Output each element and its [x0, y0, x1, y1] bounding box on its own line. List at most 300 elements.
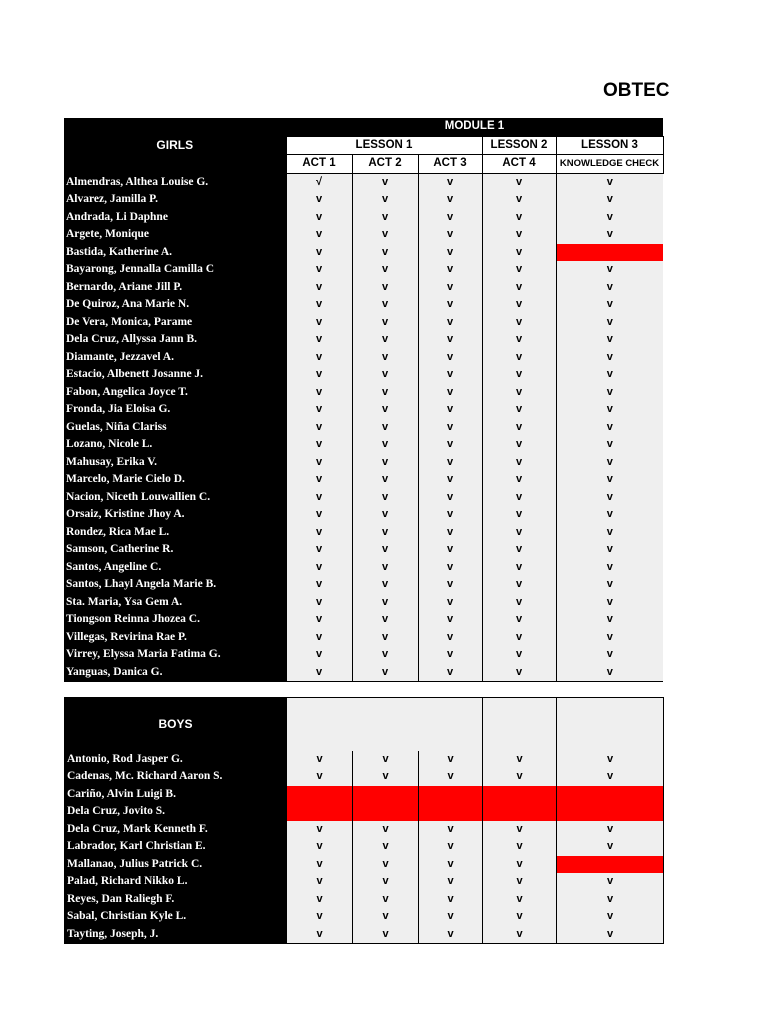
check-mark-cell: v: [419, 891, 483, 909]
table-row: [64, 296, 663, 314]
check-mark-cell: v: [556, 664, 663, 682]
check-mark-cell: v: [483, 908, 557, 926]
check-mark-cell: v: [287, 821, 353, 839]
student-name: Yanguas, Danica G.: [64, 664, 286, 682]
check-mark-cell: v: [483, 768, 557, 786]
table-row: [64, 226, 663, 244]
student-name: Fabon, Angelica Joyce T.: [64, 384, 286, 402]
boys-header-blank-row3b: [483, 733, 557, 751]
student-name: Antonio, Rod Jasper G.: [65, 751, 287, 769]
table-row: [64, 664, 663, 682]
check-mark-cell: v: [287, 926, 353, 944]
student-name: Virrey, Elyssa Maria Fatima G.: [64, 646, 286, 664]
check-mark-cell: v: [352, 261, 418, 279]
check-mark-cell: v: [482, 261, 556, 279]
check-mark-cell: v: [352, 349, 418, 367]
check-mark-cell: v: [482, 436, 556, 454]
check-mark-cell: v: [352, 209, 418, 227]
check-mark-cell: v: [482, 664, 556, 682]
check-mark-cell: v: [556, 261, 663, 279]
student-name: Mahusay, Erika V.: [64, 454, 286, 472]
table-row: [64, 576, 663, 594]
check-mark-cell: v: [352, 314, 418, 332]
lesson3-header: LESSON 3: [556, 136, 663, 155]
student-name: Villegas, Revirina Rae P.: [64, 629, 286, 647]
boys-header-blank-row3c: [557, 733, 664, 751]
check-mark-cell: v: [286, 401, 352, 419]
table-row: [64, 454, 663, 472]
check-mark-cell: v: [352, 629, 418, 647]
check-mark-cell: v: [482, 349, 556, 367]
check-mark-cell: v: [418, 541, 482, 559]
check-mark-cell: v: [352, 366, 418, 384]
student-name: De Vera, Monica, Parame: [64, 314, 286, 332]
check-mark-cell: v: [557, 908, 664, 926]
check-mark-cell: v: [286, 524, 352, 542]
boys-section-label: BOYS: [65, 698, 287, 751]
student-name: Argete, Monique: [64, 226, 286, 244]
check-mark-cell: v: [556, 611, 663, 629]
check-mark-cell: v: [353, 873, 419, 891]
check-mark-cell: v: [286, 471, 352, 489]
table-row: [64, 594, 663, 612]
missing-mark-cell: [556, 244, 663, 262]
check-mark-cell: v: [483, 751, 557, 769]
check-mark-cell: v: [352, 419, 418, 437]
check-mark-cell: v: [418, 226, 482, 244]
check-mark-cell: v: [352, 436, 418, 454]
check-mark-cell: v: [418, 471, 482, 489]
check-mark-cell: v: [556, 454, 663, 472]
check-mark-cell: v: [287, 891, 353, 909]
missing-mark-cell: [287, 803, 353, 821]
check-mark-cell: v: [352, 471, 418, 489]
boys-rows: [65, 751, 664, 944]
check-mark-cell: v: [418, 594, 482, 612]
table-row: [64, 314, 663, 332]
check-mark-cell: v: [286, 664, 352, 682]
check-mark-cell: √: [286, 173, 352, 191]
check-mark-cell: v: [482, 506, 556, 524]
lesson1-header: LESSON 1: [286, 136, 482, 155]
check-mark-cell: v: [556, 226, 663, 244]
check-mark-cell: v: [418, 244, 482, 262]
check-mark-cell: v: [287, 751, 353, 769]
table-row: [64, 401, 663, 419]
student-name: Diamante, Jezzavel A.: [64, 349, 286, 367]
boys-header-blank-lesson3: [557, 698, 664, 716]
table-row: [65, 786, 664, 804]
missing-mark-cell: [419, 786, 483, 804]
check-mark-cell: v: [352, 331, 418, 349]
check-mark-cell: v: [418, 173, 482, 191]
check-mark-cell: v: [286, 454, 352, 472]
check-mark-cell: v: [418, 559, 482, 577]
boys-header-blank-row3: [287, 733, 483, 751]
check-mark-cell: v: [482, 541, 556, 559]
student-name: Alvarez, Jamilla P.: [64, 191, 286, 209]
check-mark-cell: v: [286, 209, 352, 227]
check-mark-cell: v: [482, 191, 556, 209]
boys-header-blank-lesson2: [483, 698, 557, 716]
check-mark-cell: v: [286, 366, 352, 384]
table-row: [64, 366, 663, 384]
check-mark-cell: v: [556, 314, 663, 332]
module-header: MODULE 1: [286, 118, 663, 136]
check-mark-cell: v: [418, 209, 482, 227]
lesson2-header: LESSON 2: [482, 136, 556, 155]
check-mark-cell: v: [286, 559, 352, 577]
missing-mark-cell: [287, 786, 353, 804]
check-mark-cell: v: [556, 401, 663, 419]
student-name: Samson, Catherine R.: [64, 541, 286, 559]
table-row: [65, 891, 664, 909]
check-mark-cell: v: [352, 279, 418, 297]
check-mark-cell: v: [352, 454, 418, 472]
check-mark-cell: v: [482, 173, 556, 191]
check-mark-cell: v: [482, 524, 556, 542]
check-mark-cell: v: [286, 576, 352, 594]
check-mark-cell: v: [286, 436, 352, 454]
student-name: Mallanao, Julius Patrick C.: [65, 856, 287, 874]
check-mark-cell: v: [482, 419, 556, 437]
student-name: Bastida, Katherine A.: [64, 244, 286, 262]
table-row: [65, 873, 664, 891]
student-name: Estacio, Albenett Josanne J.: [64, 366, 286, 384]
check-mark-cell: v: [556, 296, 663, 314]
student-name: Rondez, Rica Mae L.: [64, 524, 286, 542]
check-mark-cell: v: [287, 838, 353, 856]
table-row: [64, 244, 663, 262]
check-mark-cell: v: [556, 506, 663, 524]
check-mark-cell: v: [419, 873, 483, 891]
check-mark-cell: v: [556, 349, 663, 367]
table-row: [64, 279, 663, 297]
check-mark-cell: v: [419, 908, 483, 926]
check-mark-cell: v: [418, 629, 482, 647]
check-mark-cell: v: [418, 401, 482, 419]
check-mark-cell: v: [352, 594, 418, 612]
student-name: Lozano, Nicole L.: [64, 436, 286, 454]
check-mark-cell: v: [352, 401, 418, 419]
table-row: [64, 541, 663, 559]
missing-mark-cell: [483, 786, 557, 804]
student-name: Dela Cruz, Mark Kenneth F.: [65, 821, 287, 839]
table-row: [64, 629, 663, 647]
check-mark-cell: v: [286, 384, 352, 402]
check-mark-cell: v: [353, 891, 419, 909]
check-mark-cell: v: [287, 768, 353, 786]
check-mark-cell: v: [418, 611, 482, 629]
check-mark-cell: v: [418, 261, 482, 279]
check-mark-cell: v: [556, 594, 663, 612]
check-mark-cell: v: [352, 664, 418, 682]
check-mark-cell: v: [287, 873, 353, 891]
check-mark-cell: v: [556, 384, 663, 402]
table-row: [65, 838, 664, 856]
check-mark-cell: v: [556, 279, 663, 297]
check-mark-cell: v: [557, 838, 664, 856]
check-mark-cell: v: [482, 384, 556, 402]
student-name: Reyes, Dan Raliegh F.: [65, 891, 287, 909]
student-name: Tayting, Joseph, J.: [65, 926, 287, 944]
act1-header: ACT 1: [286, 155, 352, 174]
table-row: [65, 803, 664, 821]
table-row: [64, 524, 663, 542]
check-mark-cell: v: [287, 856, 353, 874]
missing-mark-cell: [557, 856, 664, 874]
check-mark-cell: v: [286, 314, 352, 332]
check-mark-cell: v: [556, 576, 663, 594]
check-mark-cell: v: [286, 331, 352, 349]
page-title: OBTEC: [603, 80, 670, 101]
check-mark-cell: v: [482, 629, 556, 647]
check-mark-cell: v: [482, 209, 556, 227]
check-mark-cell: v: [418, 191, 482, 209]
table-row: [65, 768, 664, 786]
check-mark-cell: v: [557, 821, 664, 839]
act3-header: ACT 3: [418, 155, 482, 174]
check-mark-cell: v: [419, 768, 483, 786]
table-row: [64, 559, 663, 577]
check-mark-cell: v: [556, 541, 663, 559]
student-name: Fronda, Jia Eloisa G.: [64, 401, 286, 419]
check-mark-cell: v: [286, 191, 352, 209]
check-mark-cell: v: [353, 821, 419, 839]
check-mark-cell: v: [286, 296, 352, 314]
table-row: [64, 646, 663, 664]
table-row: [64, 419, 663, 437]
check-mark-cell: v: [482, 401, 556, 419]
check-mark-cell: v: [418, 454, 482, 472]
missing-mark-cell: [557, 786, 664, 804]
check-mark-cell: v: [286, 611, 352, 629]
check-mark-cell: v: [286, 419, 352, 437]
knowledge-check-header: KNOWLEDGE CHECK: [556, 155, 663, 174]
check-mark-cell: v: [483, 873, 557, 891]
table-row: [64, 611, 663, 629]
student-name: Nacion, Niceth Louwallien C.: [64, 489, 286, 507]
check-mark-cell: v: [556, 419, 663, 437]
table-row: [64, 191, 663, 209]
table-row: [64, 209, 663, 227]
check-mark-cell: v: [352, 489, 418, 507]
check-mark-cell: v: [418, 384, 482, 402]
check-mark-cell: v: [419, 856, 483, 874]
check-mark-cell: v: [352, 226, 418, 244]
check-mark-cell: v: [556, 191, 663, 209]
check-mark-cell: v: [418, 646, 482, 664]
check-mark-cell: v: [556, 646, 663, 664]
student-name: Marcelo, Marie Cielo D.: [64, 471, 286, 489]
check-mark-cell: v: [418, 489, 482, 507]
act4-header: ACT 4: [482, 155, 556, 174]
check-mark-cell: v: [353, 856, 419, 874]
check-mark-cell: v: [419, 821, 483, 839]
check-mark-cell: v: [557, 891, 664, 909]
check-mark-cell: v: [352, 541, 418, 559]
check-mark-cell: v: [418, 366, 482, 384]
table-row: [64, 506, 663, 524]
table-row: [64, 349, 663, 367]
student-name: Labrador, Karl Christian E.: [65, 838, 287, 856]
act2-header: ACT 2: [352, 155, 418, 174]
check-mark-cell: v: [352, 559, 418, 577]
check-mark-cell: v: [556, 366, 663, 384]
student-name: Palad, Richard Nikko L.: [65, 873, 287, 891]
student-name: Cariño, Alvin Luigi B.: [65, 786, 287, 804]
check-mark-cell: v: [286, 489, 352, 507]
table-row: [64, 261, 663, 279]
table-row: [64, 384, 663, 402]
student-name: Bayarong, Jennalla Camilla C: [64, 261, 286, 279]
student-name: Bernardo, Ariane Jill P.: [64, 279, 286, 297]
student-name: De Quiroz, Ana Marie N.: [64, 296, 286, 314]
table-row: [65, 908, 664, 926]
check-mark-cell: v: [352, 296, 418, 314]
check-mark-cell: v: [286, 226, 352, 244]
check-mark-cell: v: [482, 489, 556, 507]
student-name: Dela Cruz, Jovito S.: [65, 803, 287, 821]
missing-mark-cell: [483, 803, 557, 821]
student-name: Santos, Lhayl Angela Marie B.: [64, 576, 286, 594]
check-mark-cell: v: [483, 821, 557, 839]
boys-header-blank-row2: [287, 716, 483, 734]
boys-header-blank-lesson1: [287, 698, 483, 716]
check-mark-cell: v: [557, 751, 664, 769]
check-mark-cell: v: [419, 838, 483, 856]
missing-mark-cell: [419, 803, 483, 821]
boys-header-blank-row2b: [483, 716, 557, 734]
check-mark-cell: v: [419, 926, 483, 944]
table-row: [64, 471, 663, 489]
table-row: [64, 331, 663, 349]
check-mark-cell: v: [556, 559, 663, 577]
check-mark-cell: v: [482, 576, 556, 594]
check-mark-cell: v: [482, 244, 556, 262]
check-mark-cell: v: [483, 856, 557, 874]
check-mark-cell: v: [556, 629, 663, 647]
check-mark-cell: v: [352, 611, 418, 629]
student-name: Sta. Maria, Ysa Gem A.: [64, 594, 286, 612]
student-name: Cadenas, Mc. Richard Aaron S.: [65, 768, 287, 786]
missing-mark-cell: [353, 803, 419, 821]
check-mark-cell: v: [352, 384, 418, 402]
student-name: Dela Cruz, Allyssa Jann B.: [64, 331, 286, 349]
check-mark-cell: v: [557, 873, 664, 891]
check-mark-cell: v: [418, 296, 482, 314]
girls-section-label: GIRLS: [64, 118, 286, 173]
check-mark-cell: v: [556, 173, 663, 191]
student-name: Andrada, Li Daphne: [64, 209, 286, 227]
check-mark-cell: v: [353, 768, 419, 786]
check-mark-cell: v: [482, 559, 556, 577]
student-name: Sabal, Christian Kyle L.: [65, 908, 287, 926]
check-mark-cell: v: [353, 926, 419, 944]
missing-mark-cell: [353, 786, 419, 804]
boys-table: [64, 697, 664, 944]
check-mark-cell: v: [352, 244, 418, 262]
check-mark-cell: v: [556, 471, 663, 489]
check-mark-cell: v: [482, 226, 556, 244]
check-mark-cell: v: [483, 891, 557, 909]
student-name: Almendras, Althea Louise G.: [64, 173, 286, 191]
student-name: Orsaiz, Kristine Jhoy A.: [64, 506, 286, 524]
check-mark-cell: v: [419, 751, 483, 769]
check-mark-cell: v: [482, 611, 556, 629]
check-mark-cell: v: [556, 436, 663, 454]
check-mark-cell: v: [556, 524, 663, 542]
table-row: [64, 173, 663, 191]
check-mark-cell: v: [557, 768, 664, 786]
student-name: Tiongson Reinna Jhozea C.: [64, 611, 286, 629]
check-mark-cell: v: [482, 454, 556, 472]
check-mark-cell: v: [353, 838, 419, 856]
check-mark-cell: v: [482, 366, 556, 384]
check-mark-cell: v: [557, 926, 664, 944]
check-mark-cell: v: [286, 646, 352, 664]
check-mark-cell: v: [286, 244, 352, 262]
check-mark-cell: v: [482, 314, 556, 332]
check-mark-cell: v: [286, 541, 352, 559]
table-row: [65, 821, 664, 839]
check-mark-cell: v: [286, 629, 352, 647]
table-row: [64, 436, 663, 454]
check-mark-cell: v: [418, 331, 482, 349]
table-row: [65, 926, 664, 944]
check-mark-cell: v: [482, 331, 556, 349]
table-row: [64, 489, 663, 507]
check-mark-cell: v: [483, 926, 557, 944]
check-mark-cell: v: [418, 279, 482, 297]
check-mark-cell: v: [418, 524, 482, 542]
check-mark-cell: v: [353, 751, 419, 769]
check-mark-cell: v: [482, 279, 556, 297]
check-mark-cell: v: [556, 209, 663, 227]
check-mark-cell: v: [286, 594, 352, 612]
check-mark-cell: v: [482, 646, 556, 664]
check-mark-cell: v: [286, 279, 352, 297]
check-mark-cell: v: [352, 191, 418, 209]
check-mark-cell: v: [287, 908, 353, 926]
check-mark-cell: v: [418, 419, 482, 437]
check-mark-cell: v: [352, 524, 418, 542]
check-mark-cell: v: [286, 349, 352, 367]
check-mark-cell: v: [352, 506, 418, 524]
check-mark-cell: v: [418, 349, 482, 367]
missing-mark-cell: [557, 803, 664, 821]
check-mark-cell: v: [418, 664, 482, 682]
girls-rows: [64, 173, 663, 682]
check-mark-cell: v: [418, 576, 482, 594]
student-name: Santos, Angeline C.: [64, 559, 286, 577]
student-name: Guelas, Niña Clariss: [64, 419, 286, 437]
table-row: [65, 751, 664, 769]
check-mark-cell: v: [556, 331, 663, 349]
check-mark-cell: v: [353, 908, 419, 926]
check-mark-cell: v: [482, 296, 556, 314]
check-mark-cell: v: [352, 646, 418, 664]
check-mark-cell: v: [418, 314, 482, 332]
table-row: [65, 856, 664, 874]
check-mark-cell: v: [482, 471, 556, 489]
check-mark-cell: v: [352, 173, 418, 191]
check-mark-cell: v: [556, 489, 663, 507]
check-mark-cell: v: [286, 261, 352, 279]
check-mark-cell: v: [418, 506, 482, 524]
check-mark-cell: v: [482, 594, 556, 612]
boys-header-blank-row2c: [557, 716, 664, 734]
